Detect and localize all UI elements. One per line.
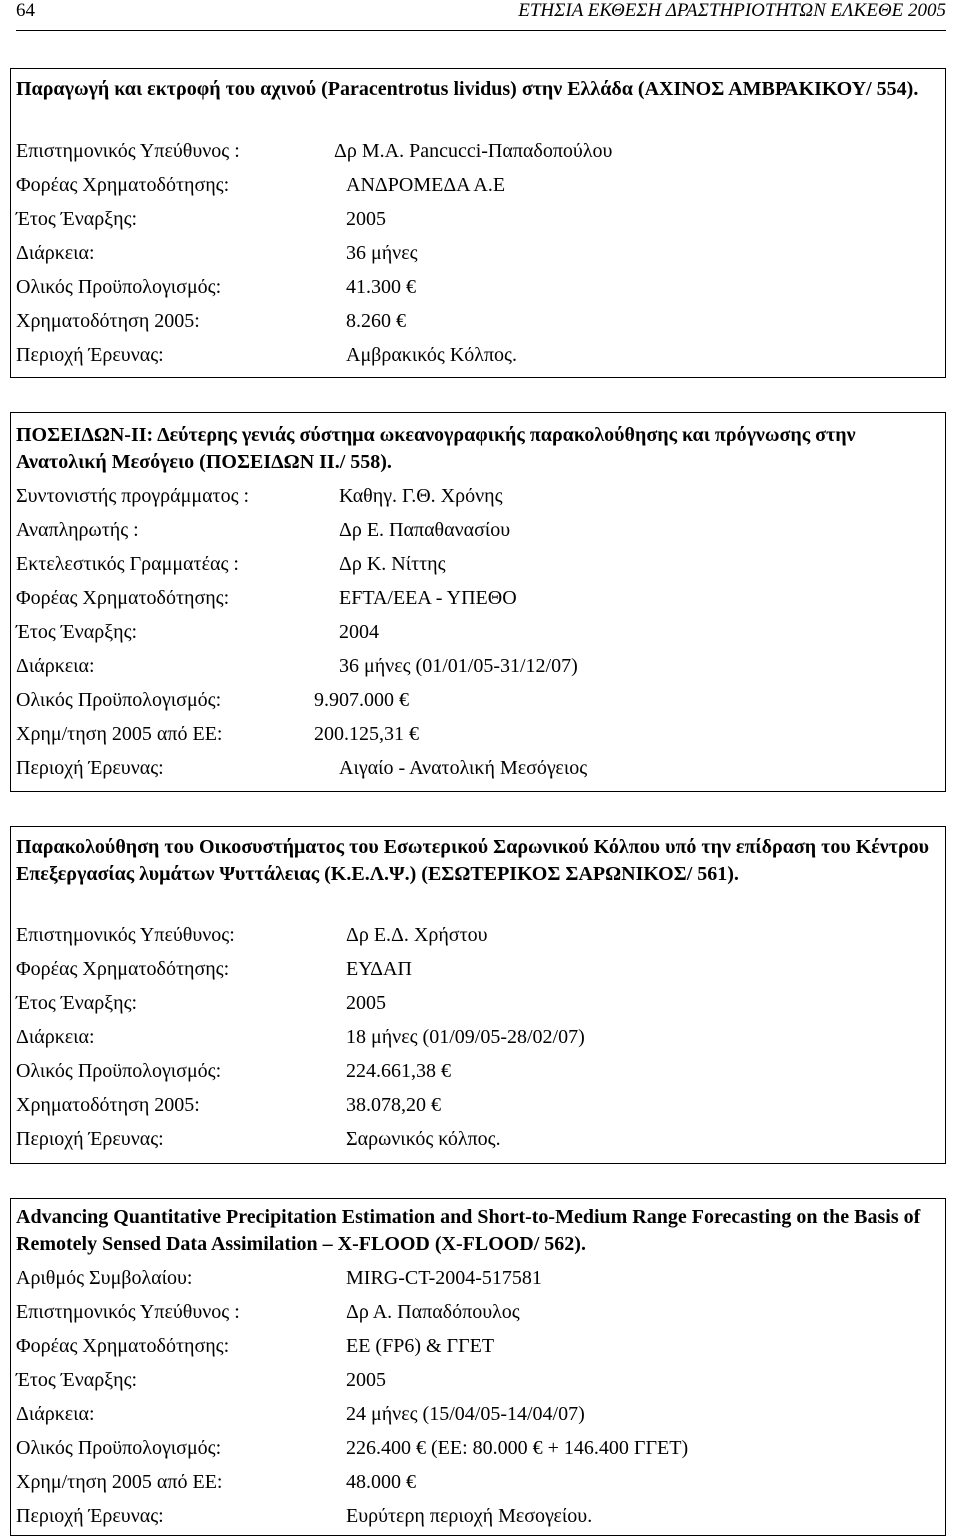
field-value: ΕΕ (FP6) & ΓΓΕΤ [346, 1335, 495, 1357]
field-label: Περιοχή Έρευνας: [16, 757, 164, 779]
field-label: Επιστημονικός Υπεύθυνος: [16, 924, 235, 946]
field-label: Χρημ/τηση 2005 από ΕΕ: [16, 1471, 223, 1493]
field-value: ΑΝΔΡΟΜΕΔΑ Α.Ε [346, 174, 506, 196]
field-label: Ολικός Προϋπολογισμός: [16, 1060, 222, 1082]
project-title: ΠΟΣΕΙΔΩΝ-ΙΙ: Δεύτερης γενιάς σύστημα ωκεανογραφικής παρακολούθησης και πρόγνωσης στην Ανατολική Μεσόγειο (ΠΟΣΕΙΔΩΝ ΙΙ./ 558). [16, 424, 856, 473]
field-value: 224.661,38 € [346, 1060, 451, 1082]
project-entry-4 [0, 1198, 960, 1536]
field-value: 2004 [339, 621, 379, 643]
field-value: 9.907.000 € [314, 689, 409, 711]
field-label: Διάρκεια: [16, 242, 95, 264]
field-label: Περιοχή Έρευνας: [16, 344, 164, 366]
field-value: 18 μήνες (01/09/05-28/02/07) [346, 1026, 585, 1048]
field-label: Χρημ/τηση 2005 από ΕΕ: [16, 723, 223, 745]
page-header [16, 0, 946, 31]
field-label: Έτος Έναρξης: [16, 992, 138, 1014]
project-title: Παραγωγή και εκτροφή του αχινού (Paracentrotus lividus) στην Ελλάδα (ΑΧΙΝΟΣ ΑΜΒΡΑΚΙΚΟΥ/ 554). [16, 78, 919, 100]
field-value: Καθηγ. Γ.Θ. Χρόνης [339, 485, 503, 507]
field-value: Δρ Κ. Νίττης [339, 553, 446, 575]
field-label: Περιοχή Έρευνας: [16, 1505, 164, 1527]
field-label: Περιοχή Έρευνας: [16, 1128, 164, 1150]
field-label: Έτος Έναρξης: [16, 1369, 138, 1391]
field-label: Επιστημονικός Υπεύθυνος : [16, 140, 240, 162]
field-value: ΕΥΔΑΠ [346, 958, 412, 980]
field-label: Διάρκεια: [16, 1026, 95, 1048]
field-label: Συντονιστής προγράμματος : [16, 485, 250, 507]
field-label: Φορέας Χρηματοδότησης: [16, 1335, 230, 1357]
field-value: EFTA/ΕΕΑ - ΥΠΕΘΟ [339, 587, 517, 609]
project-entry-2 [0, 412, 960, 792]
field-value: 36 μήνες (01/01/05-31/12/07) [339, 655, 578, 677]
field-label: Έτος Έναρξης: [16, 208, 138, 230]
field-value: 8.260 € [346, 310, 406, 332]
field-label: Αναπληρωτής : [16, 519, 139, 541]
running-title: ΕΤΗΣΙΑ ΕΚΘΕΣΗ ΔΡΑΣΤΗΡΙΟΤΗΤΩΝ ΕΛΚΕΘΕ 2005 [518, 0, 946, 21]
field-label: Ολικός Προϋπολογισμός: [16, 1437, 222, 1459]
field-value: Ευρύτερη περιοχή Μεσογείου. [346, 1505, 593, 1527]
field-label: Ολικός Προϋπολογισμός: [16, 276, 222, 298]
field-label: Επιστημονικός Υπεύθυνος : [16, 1301, 240, 1323]
field-value: Δρ Α. Παπαδόπουλος [346, 1301, 520, 1323]
field-label: Φορέας Χρηματοδότησης: [16, 958, 230, 980]
field-value: Δρ Ε.Δ. Χρήστου [346, 924, 488, 946]
field-label: Διάρκεια: [16, 655, 95, 677]
field-label: Διάρκεια: [16, 1403, 95, 1425]
project-entry-1 [0, 68, 960, 378]
field-label: Φορέας Χρηματοδότησης: [16, 174, 230, 196]
field-value: 48.000 € [346, 1471, 416, 1493]
field-label: Εκτελεστικός Γραμματέας : [16, 553, 239, 575]
field-label: Αριθμός Συμβολαίου: [16, 1267, 193, 1289]
field-value: Δρ Ε. Παπαθανασίου [339, 519, 511, 541]
field-value: 24 μήνες (15/04/05-14/04/07) [346, 1403, 585, 1425]
field-value: 200.125,31 € [314, 723, 419, 745]
field-value: 2005 [346, 208, 386, 230]
field-value: Σαρωνικός κόλπος. [346, 1128, 501, 1150]
field-value: MIRG-CT-2004-517581 [346, 1267, 542, 1289]
field-label: Φορέας Χρηματοδότησης: [16, 587, 230, 609]
field-label: Ολικός Προϋπολογισμός: [16, 689, 222, 711]
project-entry-3 [0, 826, 960, 1164]
field-value: Αμβρακικός Κόλπος. [346, 344, 517, 366]
field-label: Χρηματοδότηση 2005: [16, 1094, 200, 1116]
field-value: Δρ Μ.Α. Pancucci-Παπαδοπούλου [334, 140, 613, 162]
field-value: 2005 [346, 992, 386, 1014]
page-number: 64 [16, 0, 35, 21]
field-label: Έτος Έναρξης: [16, 621, 138, 643]
field-value: 38.078,20 € [346, 1094, 441, 1116]
field-value: 36 μήνες [346, 242, 418, 264]
project-title: Advancing Quantitative Precipitation Estimation and Short-to-Medium Range Forecasting on the Basis of Remotely Sensed Data Assimilation – X-FLOOD (X-FLOOD/ 562). [16, 1206, 921, 1255]
field-value: 226.400 € (ΕΕ: 80.000 € + 146.400 ΓΓΕΤ) [346, 1437, 689, 1459]
field-value: Αιγαίο - Ανατολική Μεσόγειος [339, 757, 588, 779]
field-label: Χρηματοδότηση 2005: [16, 310, 200, 332]
field-value: 41.300 € [346, 276, 416, 298]
field-value: 2005 [346, 1369, 386, 1391]
project-title: Παρακολούθηση του Οικοσυστήματος του Εσωτερικού Σαρωνικού Κόλπου υπό την επίδραση του Κέντρου Επεξεργασίας λυμάτων Ψυττάλειας (Κ.Ε.Λ.Ψ.) (ΕΣΩΤΕΡΙΚΟΣ ΣΑΡΩΝΙΚΟΣ/ 561). [16, 836, 930, 885]
